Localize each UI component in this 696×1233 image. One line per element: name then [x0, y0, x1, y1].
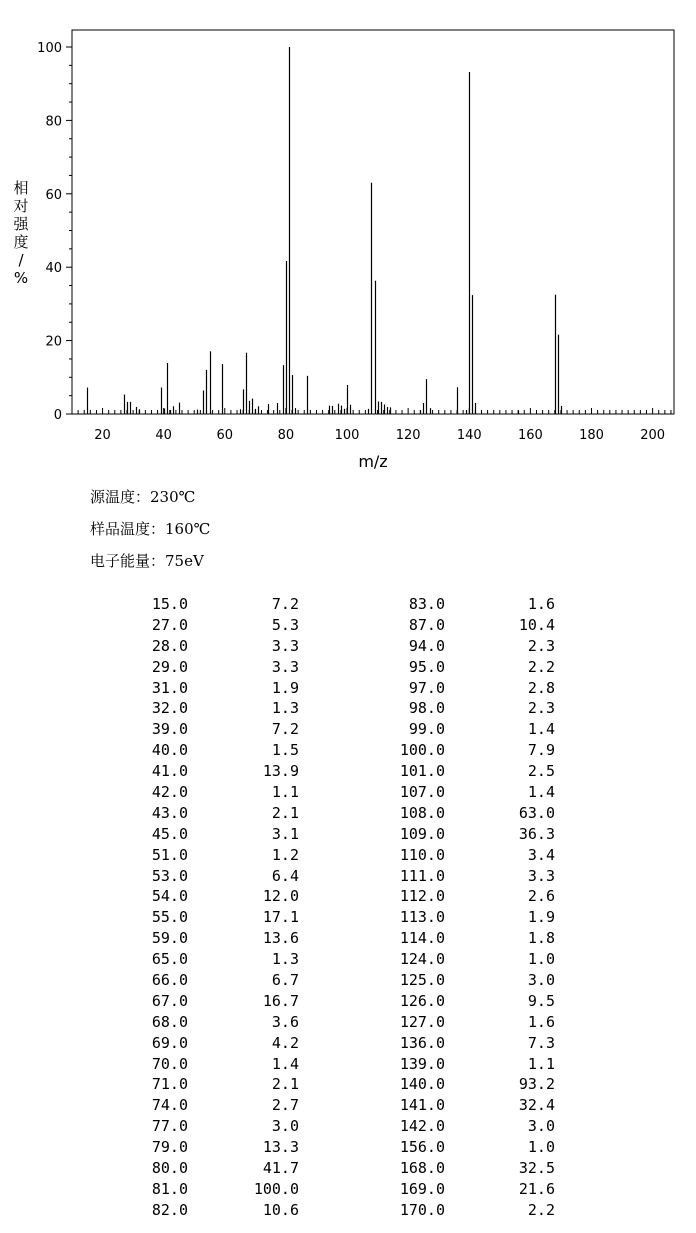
x-tick-label: 180	[579, 428, 604, 443]
intensity-cell: 2.8	[527, 678, 555, 697]
mz-cell: 43.0	[151, 803, 188, 822]
intensity-cell: 3.1	[271, 824, 299, 843]
mz-cell: 170.0	[399, 1200, 445, 1219]
intensity-cell: 1.2	[271, 845, 299, 864]
mz-cell: 124.0	[399, 950, 445, 969]
mz-cell: 82.0	[151, 1200, 188, 1219]
mz-cell: 55.0	[151, 908, 188, 927]
table-row	[0, 1054, 696, 1075]
mz-cell: 79.0	[151, 1138, 188, 1157]
mz-cell: 29.0	[151, 657, 188, 676]
mz-cell: 69.0	[151, 1033, 188, 1052]
mz-cell: 32.0	[151, 699, 188, 718]
intensity-cell: 2.1	[271, 803, 299, 822]
intensity-cell: 1.1	[527, 1054, 555, 1073]
mz-cell: 81.0	[151, 1179, 188, 1198]
intensity-cell: 3.4	[527, 845, 555, 864]
mz-cell: 51.0	[151, 845, 188, 864]
intensity-cell: 7.2	[271, 595, 299, 613]
mz-cell: 168.0	[399, 1159, 445, 1178]
table-row	[0, 740, 696, 761]
mz-cell: 42.0	[151, 783, 188, 802]
x-tick-label: 60	[216, 428, 234, 443]
table-row	[0, 719, 696, 740]
x-tick-label: 20	[94, 428, 111, 443]
mz-cell: 71.0	[151, 1075, 188, 1094]
mz-cell: 59.0	[151, 929, 188, 948]
table-row	[0, 1095, 696, 1116]
mz-cell: 53.0	[151, 866, 188, 885]
x-tick-label: 120	[395, 428, 421, 443]
mz-cell: 112.0	[399, 887, 445, 906]
y-tick-label: 60	[45, 187, 62, 203]
intensity-cell: 41.7	[262, 1159, 299, 1178]
table-row	[0, 615, 696, 636]
mz-cell: 67.0	[151, 991, 188, 1010]
electron-energy: 电子能量：75eV	[90, 552, 204, 570]
intensity-cell: 2.7	[271, 1096, 299, 1115]
mz-cell: 99.0	[408, 720, 445, 739]
intensity-cell: 4.2	[271, 1033, 299, 1052]
table-row	[0, 866, 696, 887]
table-row	[0, 1012, 696, 1033]
intensity-cell: 17.1	[262, 908, 299, 927]
mz-cell: 39.0	[151, 720, 188, 739]
y-tick-label: 100	[37, 41, 62, 56]
x-tick-label: 100	[334, 428, 360, 443]
intensity-cell: 2.3	[527, 699, 555, 718]
y-tick-label: 20	[45, 334, 62, 350]
plot-frame	[72, 30, 674, 414]
intensity-cell: 9.5	[527, 991, 555, 1010]
intensity-cell: 13.3	[262, 1138, 299, 1157]
y-tick-label: 0	[53, 408, 62, 423]
mz-cell: 141.0	[399, 1096, 445, 1115]
mz-cell: 66.0	[151, 971, 188, 990]
mz-cell: 142.0	[399, 1117, 445, 1136]
mz-cell: 68.0	[151, 1012, 188, 1031]
intensity-cell: 2.1	[271, 1075, 299, 1094]
y-tick-label: 80	[45, 114, 62, 130]
mz-cell: 97.0	[408, 678, 445, 697]
peak-table	[0, 594, 696, 1221]
intensity-cell: 7.9	[527, 741, 555, 760]
mz-cell: 111.0	[399, 866, 445, 885]
mz-cell: 156.0	[399, 1138, 445, 1157]
table-row	[0, 761, 696, 782]
mz-cell: 109.0	[399, 824, 445, 843]
intensity-cell: 3.3	[271, 657, 299, 676]
intensity-cell: 63.0	[518, 803, 555, 822]
intensity-cell: 1.8	[527, 929, 555, 948]
mz-cell: 41.0	[151, 762, 188, 781]
sample-temperature: 样品温度：160℃	[90, 520, 211, 538]
intensity-cell: 7.3	[527, 1033, 555, 1052]
mz-cell: 113.0	[399, 908, 445, 927]
table-row	[0, 1074, 696, 1095]
table-row	[0, 698, 696, 719]
mz-cell: 87.0	[408, 615, 445, 634]
x-tick-label: 80	[277, 428, 295, 443]
intensity-cell: 3.6	[271, 1012, 299, 1031]
mz-cell: 110.0	[399, 845, 445, 864]
table-row	[0, 594, 696, 615]
intensity-cell: 1.0	[527, 950, 555, 969]
mz-cell: 140.0	[399, 1075, 445, 1094]
intensity-cell: 1.3	[271, 950, 299, 969]
intensity-cell: 7.2	[271, 720, 299, 739]
table-row	[0, 928, 696, 949]
mz-cell: 28.0	[151, 636, 188, 655]
table-row	[0, 886, 696, 907]
mz-cell: 83.0	[408, 595, 445, 613]
mz-cell: 169.0	[399, 1179, 445, 1198]
x-axis-label: m/z	[358, 452, 388, 471]
source-temperature: 源温度：230℃	[90, 488, 196, 506]
x-tick-label: 200	[640, 428, 666, 443]
mz-cell: 80.0	[151, 1159, 188, 1178]
mz-cell: 107.0	[399, 783, 445, 802]
x-tick-label: 140	[456, 428, 482, 443]
intensity-cell: 16.7	[262, 991, 299, 1010]
intensity-cell: 32.5	[518, 1159, 555, 1178]
mz-cell: 31.0	[151, 678, 188, 697]
mz-cell: 101.0	[399, 762, 445, 781]
intensity-cell: 1.4	[271, 1054, 299, 1073]
table-row	[0, 1200, 696, 1221]
mz-cell: 98.0	[408, 699, 445, 718]
intensity-cell: 1.3	[271, 699, 299, 718]
y-axis-label: 相对强度/ %	[13, 179, 29, 287]
table-row	[0, 949, 696, 970]
table-row	[0, 1179, 696, 1200]
intensity-cell: 10.6	[262, 1200, 299, 1219]
intensity-cell: 3.3	[527, 866, 555, 885]
table-row	[0, 991, 696, 1012]
table-row	[0, 1137, 696, 1158]
mz-cell: 45.0	[151, 824, 188, 843]
table-row	[0, 678, 696, 699]
intensity-cell: 1.9	[271, 678, 299, 697]
intensity-cell: 6.7	[271, 971, 299, 990]
mz-cell: 126.0	[399, 991, 445, 1010]
intensity-cell: 36.3	[518, 824, 555, 843]
intensity-cell: 12.0	[262, 887, 299, 906]
intensity-cell: 1.6	[527, 1012, 555, 1031]
table-row	[0, 803, 696, 824]
mz-cell: 95.0	[408, 657, 445, 676]
x-tick-label: 40	[155, 428, 172, 443]
mz-cell: 54.0	[151, 887, 188, 906]
intensity-cell: 1.0	[527, 1138, 555, 1157]
spectrum-peaks	[88, 47, 562, 414]
mz-cell: 74.0	[151, 1096, 188, 1115]
table-row	[0, 636, 696, 657]
y-tick-label: 40	[45, 261, 62, 277]
table-row	[0, 970, 696, 991]
mass-spectrum-chart	[0, 0, 696, 480]
y-axis	[37, 41, 72, 423]
mz-cell: 125.0	[399, 971, 445, 990]
x-tick-label: 160	[517, 428, 543, 443]
intensity-cell: 3.3	[271, 636, 299, 655]
intensity-cell: 5.3	[271, 615, 299, 634]
intensity-cell: 6.4	[271, 866, 299, 885]
intensity-cell: 13.9	[262, 762, 299, 781]
mz-cell: 65.0	[151, 950, 188, 969]
intensity-cell: 2.2	[527, 657, 555, 676]
intensity-cell: 2.2	[527, 1200, 555, 1219]
mz-cell: 108.0	[399, 803, 445, 822]
intensity-cell: 100.0	[253, 1179, 299, 1198]
mz-cell: 70.0	[151, 1054, 188, 1073]
table-row	[0, 657, 696, 678]
mz-cell: 27.0	[151, 615, 188, 634]
mz-cell: 94.0	[408, 636, 445, 655]
intensity-cell: 1.4	[527, 720, 555, 739]
mz-cell: 139.0	[399, 1054, 445, 1073]
intensity-cell: 1.6	[527, 595, 555, 613]
intensity-cell: 21.6	[518, 1179, 555, 1198]
intensity-cell: 32.4	[518, 1096, 555, 1115]
mz-cell: 136.0	[399, 1033, 445, 1052]
intensity-cell: 93.2	[518, 1075, 555, 1094]
table-row	[0, 1158, 696, 1179]
intensity-cell: 1.4	[527, 783, 555, 802]
table-row	[0, 1033, 696, 1054]
table-row	[0, 782, 696, 803]
intensity-cell: 1.1	[271, 783, 299, 802]
intensity-cell: 13.6	[262, 929, 299, 948]
intensity-cell: 3.0	[527, 971, 555, 990]
intensity-cell: 2.3	[527, 636, 555, 655]
intensity-cell: 1.9	[527, 908, 555, 927]
table-row	[0, 1116, 696, 1137]
table-row	[0, 907, 696, 928]
mz-cell: 114.0	[399, 929, 445, 948]
intensity-cell: 3.0	[271, 1117, 299, 1136]
intensity-cell: 2.5	[527, 762, 555, 781]
intensity-cell: 10.4	[518, 615, 555, 634]
table-row	[0, 845, 696, 866]
intensity-cell: 2.6	[527, 887, 555, 906]
mz-cell: 77.0	[151, 1117, 188, 1136]
intensity-cell: 3.0	[527, 1117, 555, 1136]
mz-cell: 40.0	[151, 741, 188, 760]
mz-cell: 100.0	[399, 741, 445, 760]
mz-cell: 15.0	[151, 595, 188, 613]
intensity-cell: 1.5	[271, 741, 299, 760]
mz-cell: 127.0	[399, 1012, 445, 1031]
table-row	[0, 824, 696, 845]
